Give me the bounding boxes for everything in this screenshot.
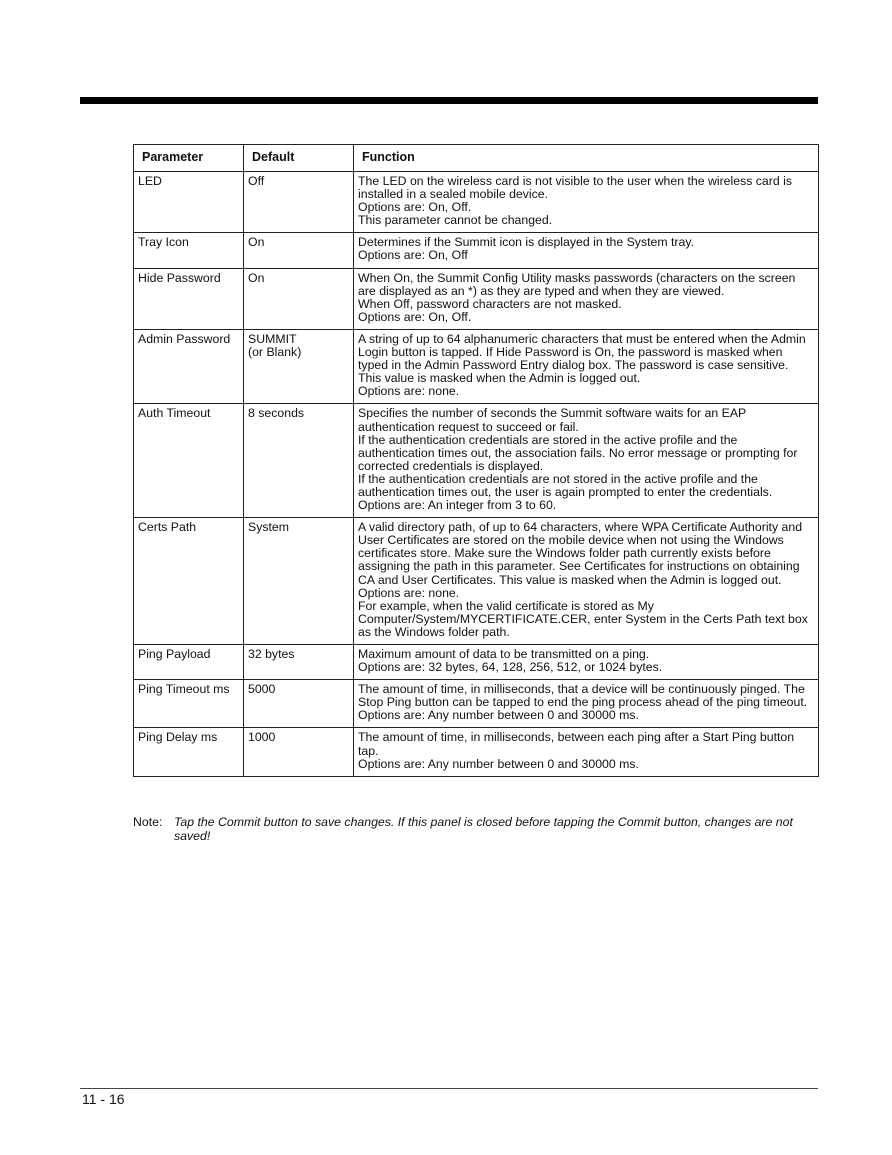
- column-header-function: Function: [354, 145, 819, 172]
- function-cell: [354, 404, 819, 518]
- default-value: 8 seconds: [248, 406, 305, 421]
- table-row: [134, 728, 819, 776]
- note-text: Tap the Commit button to save changes. If this panel is closed before tapping the Commit button, changes are not saved!: [174, 815, 793, 843]
- function-line: When Off, password characters are not masked.: [358, 296, 622, 311]
- parameter-cell: Ping Payload: [134, 645, 244, 680]
- default-cell: [244, 518, 354, 645]
- parameter-cell: Ping Timeout ms: [134, 680, 244, 728]
- default-value: 5000: [248, 682, 276, 697]
- footer-rule: [80, 1088, 818, 1089]
- default-value: System: [248, 520, 289, 535]
- default-cell: [244, 680, 354, 728]
- parameter-table: [133, 144, 819, 777]
- default-cell: [244, 172, 354, 233]
- function-line: Options are: Any number between 0 and 30000 ms.: [358, 756, 639, 771]
- parameter-cell: Tray Icon: [134, 233, 244, 268]
- function-line: Options are: none.: [358, 384, 460, 399]
- function-line: Determines if the Summit icon is displayed in the System tray.: [358, 235, 695, 250]
- function-line: The amount of time, in milliseconds, between each ping after a Start Ping button tap.: [358, 730, 795, 758]
- default-cell: [244, 728, 354, 776]
- table-row: [134, 233, 819, 268]
- function-line: Options are: On, Off: [358, 248, 468, 263]
- parameter-cell: Auth Timeout: [134, 404, 244, 518]
- function-line: A valid directory path, of up to 64 characters, where WPA Certificate Authority and User Certificates are stored on the mobile device when not using the Windows certificates store. Make sure the Windows folder path currently exists before assigning the path in this parameter. See Certificates for instructions on obtaining CA and User Certificates. This value is masked when the Admin is logged out.: [358, 520, 803, 587]
- function-line: If the authentication credentials are not stored in the active profile and the authentication times out, the user is again prompted to enter the credentials.: [358, 471, 773, 499]
- column-header-default: Default: [244, 145, 354, 172]
- function-line: The amount of time, in milliseconds, that a device will be continuously pinged. The Stop Ping button can be tapped to end the ping process ahead of the ping timeout.: [358, 682, 808, 710]
- page-number: 11 - 16: [82, 1091, 125, 1107]
- function-line: The LED on the wireless card is not visible to the user when the wireless card is installed in a sealed mobile device.: [358, 174, 793, 202]
- table-row: [134, 518, 819, 645]
- default-value: On: [248, 235, 265, 250]
- function-cell: [354, 728, 819, 776]
- table-row: [134, 404, 819, 518]
- default-cell: [244, 268, 354, 329]
- function-cell: [354, 172, 819, 233]
- default-value: SUMMIT: [248, 331, 297, 346]
- function-line: A string of up to 64 alphanumeric characters that must be entered when the Admin Login button is tapped. If Hide Password is On, the password is masked when typed in the Admin Password Entry dialog box. The password is case sensitive. This value is masked when the Admin is logged out.: [358, 331, 806, 386]
- default-value: 32 bytes: [248, 647, 295, 661]
- note-block: [133, 815, 823, 843]
- table-row: [134, 680, 819, 728]
- default-cell: [244, 233, 354, 268]
- default-value: On: [248, 270, 265, 285]
- function-cell: [354, 518, 819, 645]
- header-rule: [80, 97, 818, 104]
- function-line: Options are: none.: [358, 585, 460, 600]
- parameter-cell: LED: [134, 172, 244, 233]
- function-cell: [354, 268, 819, 329]
- function-line: For example, when the valid certificate is stored as My Computer/System/MYCERTIFICATE.CER, enter System in the Certs Path text box as the Windows folder path.: [358, 598, 808, 639]
- function-line: When On, the Summit Config Utility masks passwords (characters on the screen are displayed as an *) as they are typed and when they are viewed.: [358, 270, 796, 298]
- default-cell: [244, 404, 354, 518]
- function-line: This parameter cannot be changed.: [358, 213, 553, 228]
- function-line: Options are: On, Off.: [358, 200, 472, 215]
- table-row: [134, 268, 819, 329]
- function-cell: [354, 680, 819, 728]
- default-cell: [244, 329, 354, 403]
- function-line: Options are: Any number between 0 and 30000 ms.: [358, 708, 639, 723]
- parameter-cell: Hide Password: [134, 268, 244, 329]
- default-value: Off: [248, 174, 265, 188]
- parameter-cell: Ping Delay ms: [134, 728, 244, 776]
- function-line: If the authentication credentials are stored in the active profile and the authentication times out, the association fails. No error message or prompting for corrected credentials is displayed.: [358, 432, 798, 473]
- function-line: Maximum amount of data to be transmitted on a ping.: [358, 647, 650, 661]
- column-header-parameter: Parameter: [134, 145, 244, 172]
- function-cell: [354, 233, 819, 268]
- table-row: [134, 172, 819, 233]
- function-line: Specifies the number of seconds the Summit software waits for an EAP authentication request to succeed or fail.: [358, 406, 746, 434]
- function-cell: [354, 645, 819, 680]
- function-line: Options are: An integer from 3 to 60.: [358, 498, 557, 513]
- default-value: 1000: [248, 730, 276, 745]
- default-value: (or Blank): [248, 345, 302, 360]
- default-cell: [244, 645, 354, 680]
- table-row: [134, 645, 819, 680]
- parameter-cell: Certs Path: [134, 518, 244, 645]
- note-label: Note:: [133, 815, 163, 829]
- function-cell: [354, 329, 819, 403]
- function-line: Options are: On, Off.: [358, 309, 472, 324]
- parameter-cell: Admin Password: [134, 329, 244, 403]
- table-row: [134, 329, 819, 403]
- table-header-row: [134, 145, 819, 172]
- function-line: Options are: 32 bytes, 64, 128, 256, 512, or 1024 bytes.: [358, 660, 663, 675]
